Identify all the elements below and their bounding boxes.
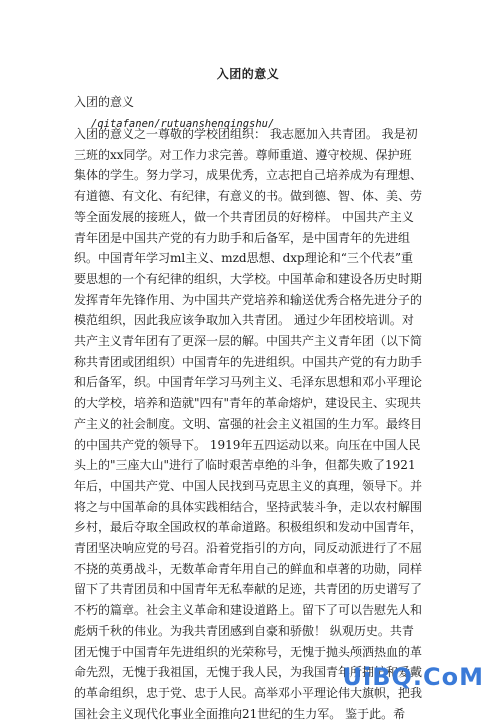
body-paragraph: 入团的意义之一尊敬的学校团组织： 我志愿加入共青团。 我是初三班的xx同学。对工作力求完善。尊师重道、遵守校规、保护班集体的学生。努力学习，成果优秀，立志把自己培养成为有理想、有道德、有文化、有纪律，有意义的书。做到德、智、体、美、劳等全面发展的接班人，做一个共青团员的好榜样。 中国共产主义青年团是中国共产党的有力助手和后备军，是中国青年的先进组织。中国青年学习ml主义、mzd思想、dxp理论和“三个代表”重要思想的一个有纪律的组织，大学校。中国革命和建设各历史时期发挥青年先锋作用、为中国共产党培养和输送优秀合格先进分子的模范组织，因此我应该争取加入共青团。 通过少年团校培训。对共产主义青年团有了更深一层的解。中国共产主义青年团（以下简称共青团或团组织）中国青年的先进组织。中国共产党的有力助手和后备军，织。中国青年学习马列主义、毛泽东思想和邓小平理论的大学校，培养和造就"四有"青年的革命熔炉，建设民主、实现共产主义的社会制度。文明、富强的社会主义祖国的生力军。最终目的中国共产党的领导下。 1919年五四运动以来。向压在中国人民头上的"三座大山"进行了临时艰苦卓绝的斗争，但都失败了1921年后，中国共产党、中国人民找到马克思主义的真理，领导下。并将之与中国革命的具体实践相结合，坚持武装斗争，走以农村解围乡村，最后夺取全国政权的革命道路。积极组织和发动中国青年，青团坚决响应党的号召。沿着党指引的方向，同反动派进行了不屈不挠的英勇战斗，无数革命青年用自己的鲜血和卓著的功勋，同样留下了共青团员和中国青年无私奉献的足迹，共青团的历史谱写了不朽的篇章。社会主义革命和建设道路上。留下了可以告慰先人和彪炳千秋的伟业。为我共青团感到自豪和骄傲！ 纵观历史。共青团无愧于中国青年先进组织的光荣称号，无愧于抛头颅洒热血的革命先烈，无愧于我祖国，无愧于我人民，为我国青年所拥护和爱戴的革命组织，忠于党、忠于人民。高举邓小平理论伟大旗帜，把我国社会主义现代化事业全面推向21世纪的生力军。 鉴于此。希: [74, 127, 423, 721]
document-url[interactable]: /qitafanen/rutuanshenqingshu/: [91, 118, 275, 130]
document-body: [74, 124, 422, 724]
document-title: 入团的意义: [216, 67, 280, 81]
site-watermark: UiBQ.CoM: [342, 663, 484, 691]
document-subtitle: 入团的意义: [74, 95, 135, 109]
